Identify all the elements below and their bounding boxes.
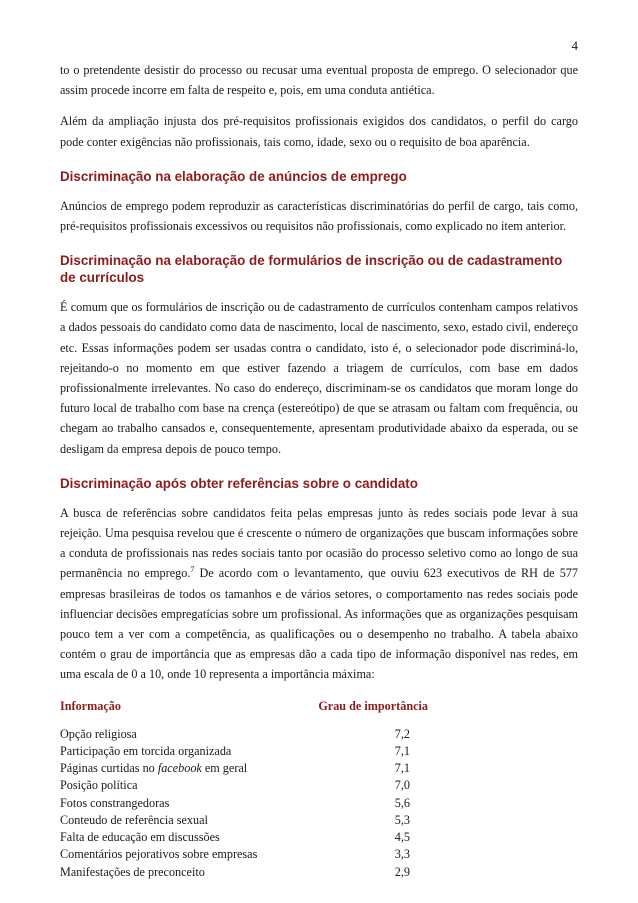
table-row xyxy=(60,743,578,760)
table-row xyxy=(60,777,578,794)
table-cell-info-text: Fotos constrangedoras xyxy=(60,795,170,810)
paragraph-1: to o pretendente desistir do processo ou recusar uma eventual proposta de emprego. O selecionador que assim procede incorre em falta de respeito e, pois, em uma conduta antiética. xyxy=(60,63,578,98)
table-cell-info-text: Opção religiosa xyxy=(60,726,137,741)
table-cell-info xyxy=(60,795,290,812)
table-body xyxy=(60,726,578,881)
table-header xyxy=(60,696,578,716)
section-heading-forms: Discriminação na elaboração de formulários de inscrição ou de cadastramento de currículos xyxy=(60,253,563,286)
table-cell-info xyxy=(60,829,290,846)
table-cell-value: 7,0 xyxy=(394,778,410,793)
table-cell-info-text: Conteudo de referência sexual xyxy=(60,812,208,827)
table-row xyxy=(60,795,578,812)
paragraph-5 xyxy=(60,503,578,685)
table-cell-info xyxy=(60,812,290,829)
table-cell-info xyxy=(60,760,290,777)
table-row xyxy=(60,829,578,846)
table-cell-info-text: Comentários pejorativos sobre empresas xyxy=(60,847,258,862)
paragraph-5-part-a: A busca de referências sobre candidatos feita pelas empresas junto às redes sociais pode levar à sua rejeição. Uma pesquisa revelou que é crescente o número de organizações que buscam informações sobre a conduta de profissionais nas redes sociais tanto por ocasião do processo seletivo como ao longo de sua permanência no emprego. xyxy=(60,505,578,581)
page-number: 4 xyxy=(571,38,578,53)
table-row xyxy=(60,846,578,863)
section-heading-ads: Discriminação na elaboração de anúncios de emprego xyxy=(60,168,407,184)
table-cell-value: 2,9 xyxy=(394,864,410,879)
table-cell-info xyxy=(60,846,290,863)
table-row xyxy=(60,864,578,881)
page-content xyxy=(60,60,578,881)
table-cell-info-text: Páginas curtidas no xyxy=(60,761,158,776)
table-cell-info-text-end: em geral xyxy=(201,761,248,776)
table-row xyxy=(60,812,578,829)
table-cell-info-text: Participação em torcida organizada xyxy=(60,744,232,759)
table-row xyxy=(60,726,578,743)
table-cell-info-text: Manifestações de preconceito xyxy=(60,864,205,879)
table-cell-value: 5,3 xyxy=(394,812,410,827)
paragraph-5-part-b: De acordo com o levantamento, que ouviu 623 executivos de RH de 577 empresas brasileiras de todos os tamanhos e de vários setores, o comportamento nas redes sociais pode influenciar decisões empregatícias sobre um profissional. As informações que as organizações pesquisam pouco tem a ver com a competência, as qualificações ou o desempenho no trabalho. A tabela abaixo contém o grau de importância que as empresas dão a cada tipo de informação disponível nas redes, em uma escala de 0 a 10, onde 10 representa a importância máxima: xyxy=(60,566,578,682)
table-cell-value: 7,1 xyxy=(394,761,410,776)
paragraph-2: Além da ampliação injusta dos pré-requisitos profissionais exigidos dos candidatos, o perfil do cargo pode conter exigências não profissionais, tais como, idade, sexo ou o requisito de boa aparência. xyxy=(60,114,578,149)
table-cell-value: 5,6 xyxy=(394,795,410,810)
table-cell-info xyxy=(60,864,290,881)
table-cell-value: 3,3 xyxy=(394,847,410,862)
table-cell-value: 4,5 xyxy=(394,830,410,845)
table-cell-value: 7,1 xyxy=(394,744,410,759)
table-cell-info-text: Falta de educação em discussões xyxy=(60,830,220,845)
importance-table xyxy=(60,696,578,881)
table-header-grade: Grau de importância xyxy=(318,698,428,713)
table-header-info: Informação xyxy=(60,698,121,713)
table-cell-info xyxy=(60,777,290,794)
section-heading-references: Discriminação após obter referências sobre o candidato xyxy=(60,475,418,491)
paragraph-3: Anúncios de emprego podem reproduzir as características discriminatórias do perfil de cargo, tais como, pré-requisitos profissionais excessivos ou requisitos não profissionais, como explicado no item anterior. xyxy=(60,198,578,234)
table-cell-info-text: Posição política xyxy=(60,778,138,793)
paragraph-4: É comum que os formulários de inscrição ou de cadastramento de currículos contenham campos relativos a dados pessoais do candidato como data de nascimento, local de nascimento, sexo, estado civil, endereço etc. Essas informações podem ser usadas contra o candidato, isto é, o selecionador pode discriminá-lo, rejeitando-o no momento em que estiver fazendo a triagem de currículos, com base em dados profissionalmente irrelevantes. No caso do endereço, discriminam-se os candidatos que moram longe do futuro local de trabalho com base na crença (estereótipo) de que se atrasam ou faltam com frequência, ou chegam ao trabalho cansados e, consequentemente, apresentam produtividade abaixo da esperada, ou se desligam da empresa depois de pouco tempo. xyxy=(60,300,578,456)
table-row xyxy=(60,760,578,777)
table-cell-info-emphasis: facebook xyxy=(157,761,202,776)
table-cell-info xyxy=(60,726,290,743)
footnote-marker: 7 xyxy=(190,565,195,575)
table-cell-info xyxy=(60,743,290,760)
table-cell-value: 7,2 xyxy=(394,726,410,741)
